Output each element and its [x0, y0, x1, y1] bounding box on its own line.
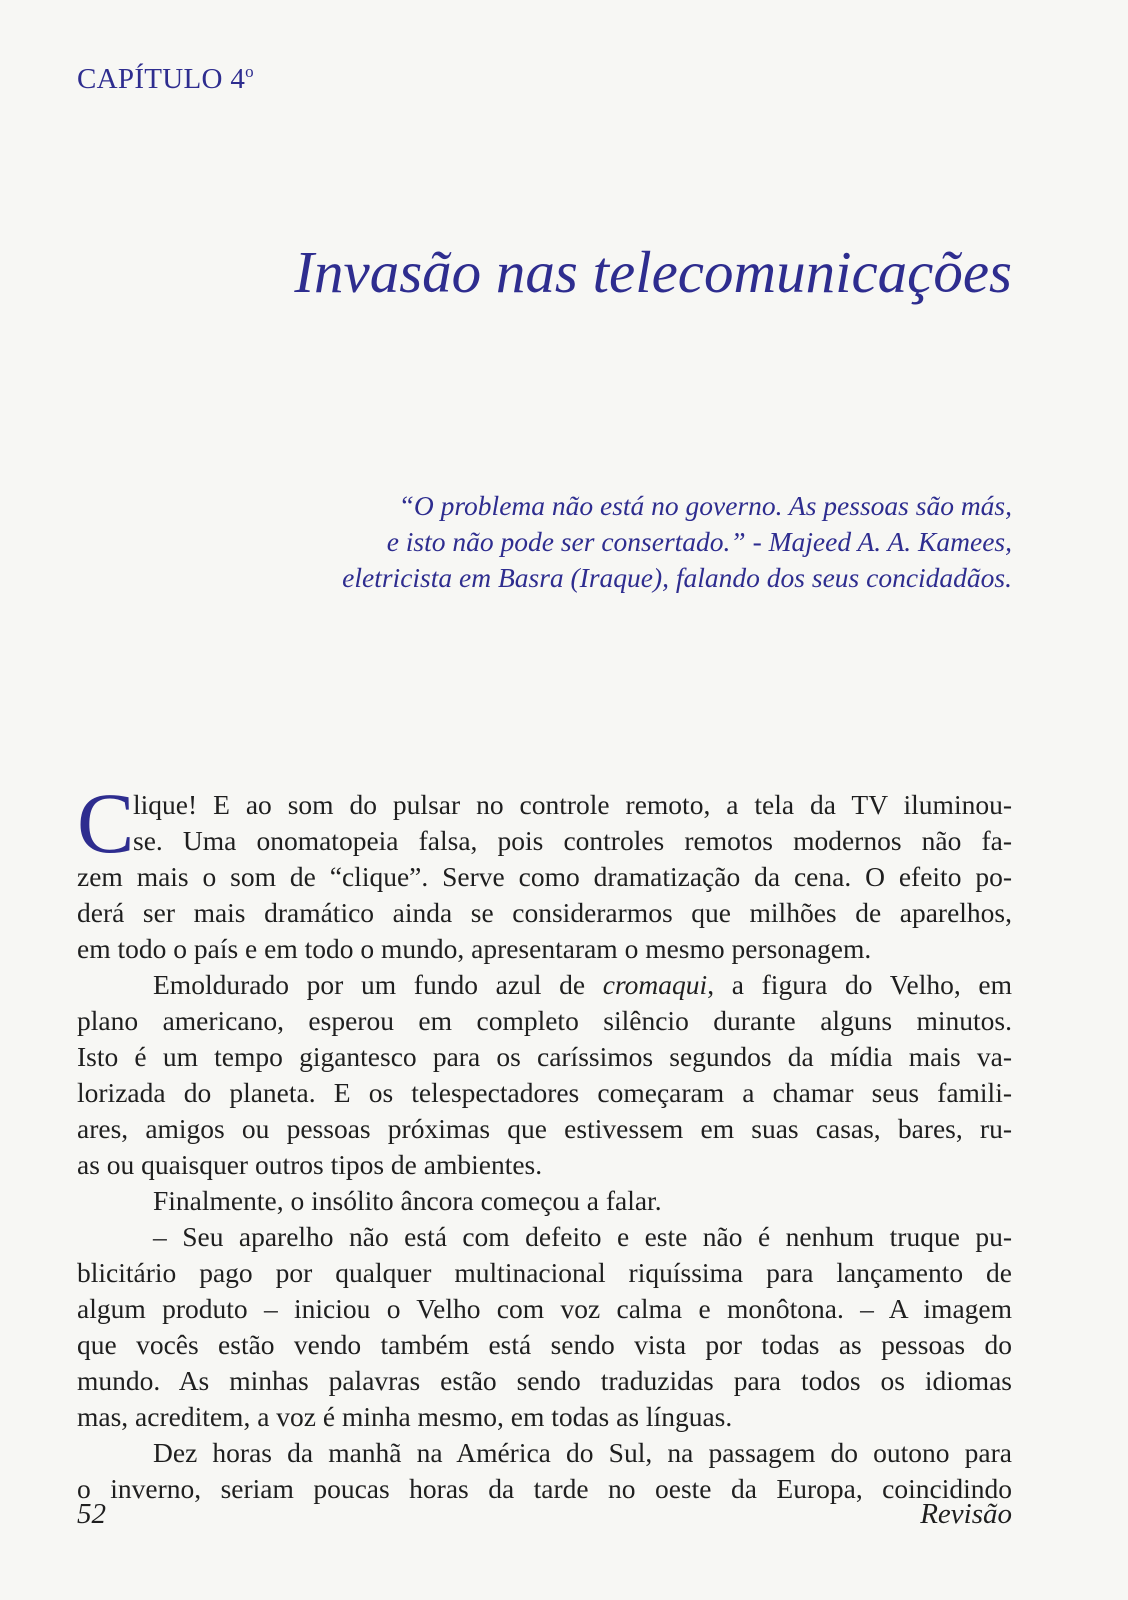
text-line: mas, acreditem, a voz é minha mesmo, em todas as línguas.: [77, 1401, 733, 1432]
epigraph-line: eletricista em Basra (Iraque), falando dos seus concidadãos.: [342, 562, 1012, 593]
drop-cap: C: [77, 775, 135, 871]
text-line: lique! E ao som do pulsar no controle remoto, a tela da TV iluminou-: [133, 789, 1012, 820]
text-line: lorizada do planeta. E os telespectadores começaram a chamar seus famili-: [77, 1077, 1012, 1108]
chapter-text: CAPÍTULO 4: [77, 63, 246, 95]
text-line: [77, 967, 1012, 1003]
text-line: em todo o país e em todo o mundo, apresentaram o mesmo personagem.: [77, 933, 872, 964]
text-segment: Emoldurado por um fundo azul de: [153, 969, 603, 1000]
text-line: zem mais o som de “clique”. Serve como dramatização da cena. O efeito po-: [77, 861, 1012, 892]
italic-term: cromaqui: [602, 969, 708, 1000]
text-line: as ou quaisquer outros tipos de ambientes.: [77, 1149, 543, 1180]
text-line: Dez horas da manhã na América do Sul, na passagem do outono para: [153, 1437, 1012, 1468]
epigraph: [200, 488, 1012, 596]
epigraph-line: “O problema não está no governo. As pessoas são más,: [398, 490, 1012, 521]
text-line: ares, amigos ou pessoas próximas que estivessem em suas casas, bares, ru-: [77, 1113, 1012, 1144]
text-line: – Seu aparelho não está com defeito e este não é nenhum truque pu-: [153, 1221, 1012, 1252]
page-number: 52: [77, 1498, 106, 1530]
text-line: o inverno, seriam poucas horas da tarde no oeste da Europa, coincidindo: [77, 1473, 1012, 1504]
epigraph-line: e isto não pode ser consertado.” - Majeed A. A. Kamees,: [386, 526, 1012, 557]
text-line: plano americano, esperou em completo silêncio durante alguns minutos.: [77, 1005, 1012, 1036]
text-line: Isto é um tempo gigantesco para os caríssimos segundos da mídia mais va-: [77, 1041, 1012, 1072]
body-text: [77, 775, 1013, 1507]
chapter-ordinal: o: [245, 62, 254, 81]
text-line: que vocês estão vendo também está sendo vista por todas as pessoas do: [77, 1329, 1012, 1360]
text-line: mundo. As minhas palavras estão sendo traduzidas para todos os idiomas: [77, 1365, 1012, 1396]
text-line: derá ser mais dramático ainda se considerarmos que milhões de aparelhos,: [77, 897, 1012, 928]
chapter-label: [77, 62, 254, 96]
text-segment: , a figura do Velho, em: [707, 969, 1013, 1000]
running-title: Revisão: [920, 1498, 1012, 1530]
text-line: Finalmente, o insólito âncora começou a falar.: [153, 1185, 662, 1216]
chapter-title: Invasão nas telecomunicações: [294, 239, 1012, 305]
text-line: se. Uma onomatopeia falsa, pois controles remotos modernos não fa-: [133, 825, 1012, 856]
text-line: algum produto – iniciou o Velho com voz calma e monôtona. – A imagem: [77, 1293, 1012, 1324]
text-line: blicitário pago por qualquer multinacional riquíssima para lançamento de: [77, 1257, 1012, 1288]
